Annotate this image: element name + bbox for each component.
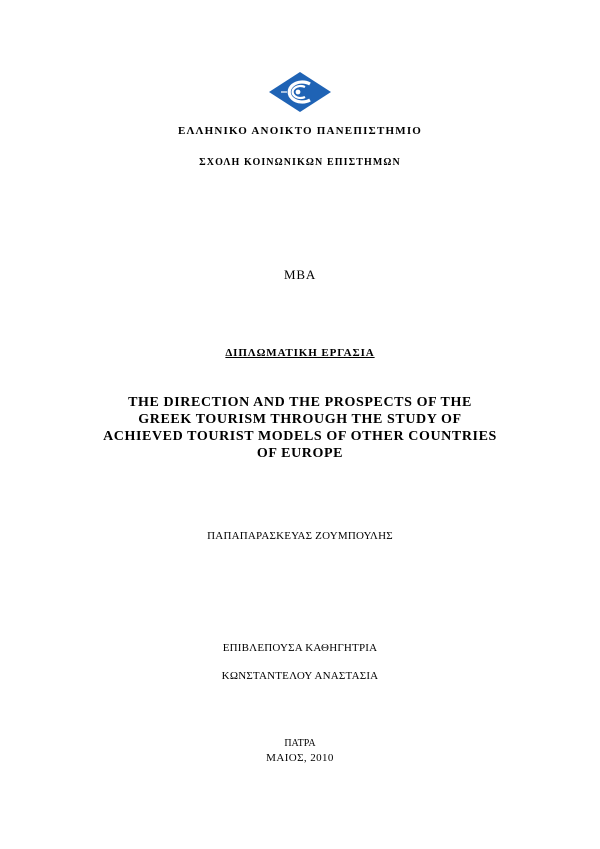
thesis-title-line: THE DIRECTION AND THE PROSPECTS OF THE	[128, 395, 472, 410]
university-logo-icon	[269, 72, 331, 112]
supervisor-label: ΕΠΙΒΛΕΠΟΥΣΑ ΚΑΘΗΓΗΤΡΙΑ	[222, 642, 378, 654]
thesis-title-line: OF EUROPE	[256, 446, 344, 461]
author-name: ΠΑΠΑΠΑΡΑΣΚΕΥΑΣ ΖΟΥΜΠΟΥΛΗΣ	[207, 530, 393, 542]
thesis-title-line: GREEK TOURISM THROUGH THE STUDY OF	[138, 412, 462, 427]
university-name: ΕΛΛΗΝΙΚΟ ΑΝΟΙΚΤΟ ΠΑΝΕΠΙΣΤΗΜΙΟ	[177, 125, 423, 137]
thesis-type-heading: ΔΙΠΛΩΜΑΤΙΚΗ ΕΡΓΑΣΙΑ	[225, 347, 375, 359]
thesis-title	[0, 394, 600, 462]
city-name: ΠΑΤΡΑ	[284, 738, 316, 749]
submission-date: ΜΑΙΟΣ, 2010	[266, 752, 334, 764]
school-name: ΣΧΟΛΗ ΚΟΙΝΩΝΙΚΩΝ ΕΠΙΣΤΗΜΩΝ	[199, 157, 401, 168]
supervisor-name: ΚΩΝΣΤΑΝΤΕΛΟΥ ΑΝΑΣΤΑΣΙΑ	[221, 670, 379, 682]
thesis-title-line: ACHIEVED TOURIST MODELS OF OTHER COUNTRIES	[103, 429, 497, 444]
degree-label: MBA	[283, 267, 317, 282]
